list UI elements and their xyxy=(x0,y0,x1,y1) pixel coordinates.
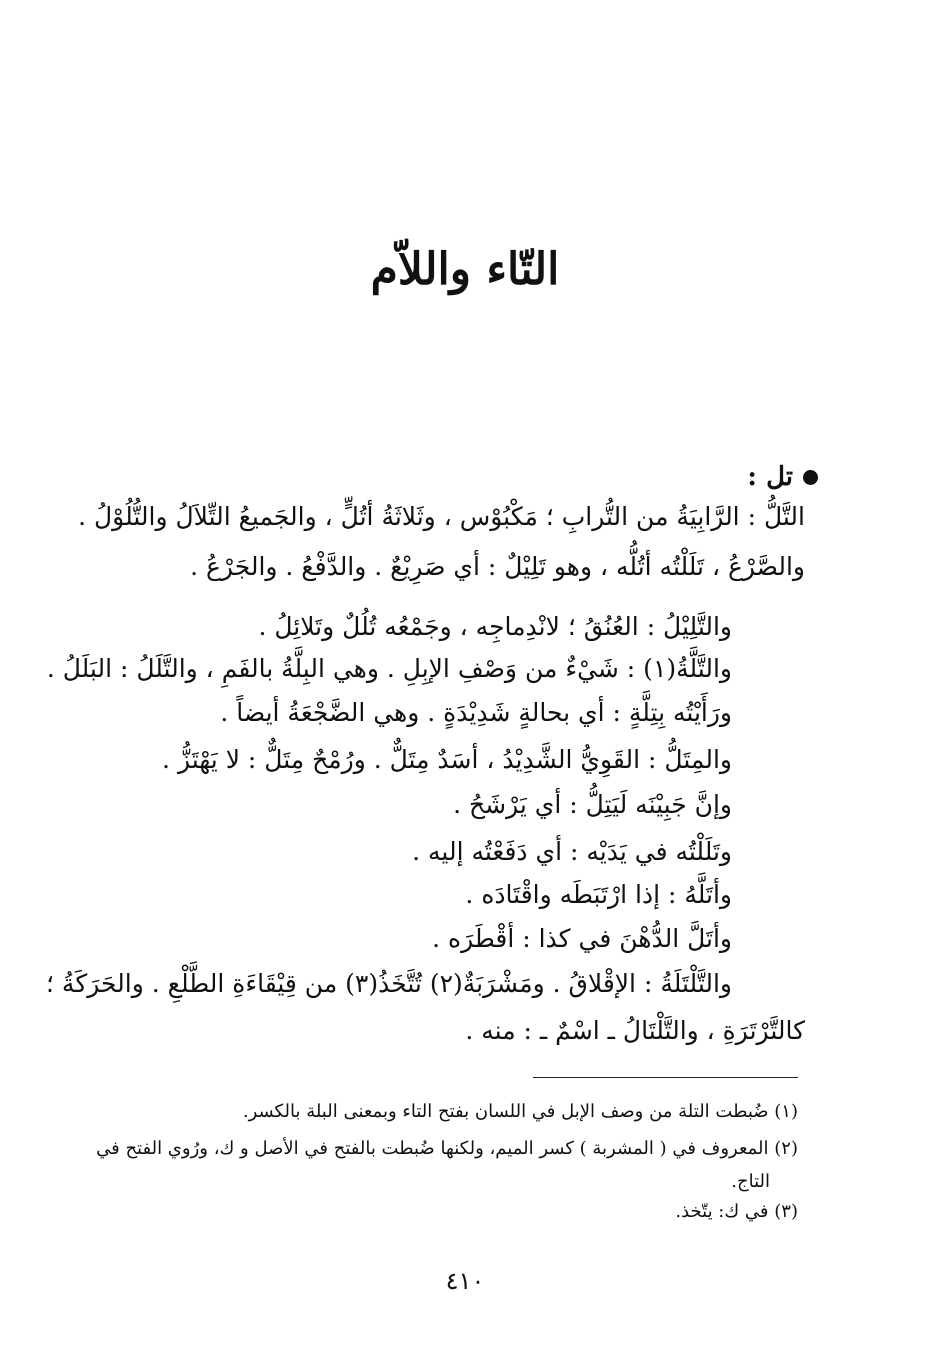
bullet-icon xyxy=(803,470,818,485)
body-line: والصَّرْعُ ، تَلَلْتُه أتُلُّه ، وهو تَلِيْلٌ : أي صَرِيْعٌ . والدَّفْعُ . والجَرْعُ . xyxy=(190,552,805,581)
body-line: وإنَّ جَبِيْنَه لَيَتِلُّ : أي يَرْشَحُ . xyxy=(453,790,732,819)
body-line: والتَّلِيْلُ : العُنُقُ ؛ لانْدِماجِه ، وجَمْعُه تُلُلٌ وتَلائِلُ . xyxy=(258,612,732,641)
body-line: وأتَلَّ الدُّهْنَ في كذا : أقْطَرَه . xyxy=(432,924,732,953)
footnote: (٢) المعروف في ( المشربة ) كسر الميم، ولكنها ضُبطت بالفتح في الأصل و ك، ورُوي الفتح في xyxy=(96,1138,798,1159)
footnote-divider xyxy=(533,1077,798,1078)
body-line: وأتَلَّهُ : إذا ارْتَبَطَه واقْتَادَه . xyxy=(465,880,732,909)
footnote: (٣) في ك: يتّخذ. xyxy=(675,1201,798,1222)
footnote: (١) ضُبطت التلة من وصف الإبل في اللسان بفتح التاء وبمعنى البلة بالكسر. xyxy=(242,1101,798,1122)
footnote-continuation: التاج. xyxy=(731,1171,770,1192)
body-line: كالتَّرْتَرَةِ ، والتَّلْتَالُ ـ اسْمٌ ـ : منه . xyxy=(465,1016,805,1045)
body-line: ورَأَيْتُه بِتِلَّةٍ : أي بحالةٍ شَدِيْدَةٍ . وهي الضَّجْعَةُ أيضاً . xyxy=(220,698,732,727)
body-line: والتَّلَّةُ(١) : شَيْءٌ من وَصْفِ الإبِلِ . وهي البِلَّةُ بالفَمِ ، والتَّلَلُ : البَلَلُ . xyxy=(46,654,732,683)
body-line: وتَلَلْتُه في يَدَيْه : أي دَفَعْتُه إليه . xyxy=(412,837,732,866)
body-line: والتَّلْتَلَةُ : الإقْلاقُ . ومَشْرَبَةٌ(٢) تُتَّخَذُ(٣) من قِيْقَاءَةِ الطَّلْعِ . والحَرَكَةُ ؛ xyxy=(46,969,732,998)
page-title: التّاء واللاّم xyxy=(370,244,560,295)
section-heading xyxy=(747,462,818,492)
page-number: ٤١٠ xyxy=(445,1267,485,1295)
section-heading-label: تل : xyxy=(747,462,793,492)
body-line: والمِتَلُّ : القَوِيُّ الشَّدِيْدُ ، أسَدٌ مِتَلٌّ . ورُمْحٌ مِتَلٌّ : لا يَهْتَزُّ . xyxy=(162,745,732,774)
body-line: التَّلُّ : الرَّابِيَةُ من التُّرابِ ؛ مَكْبُوْس ، وثَلاثَةُ أتُلٍّ ، والجَميعُ التِّلاَلُ والتُّلُوْلُ . xyxy=(78,502,805,531)
